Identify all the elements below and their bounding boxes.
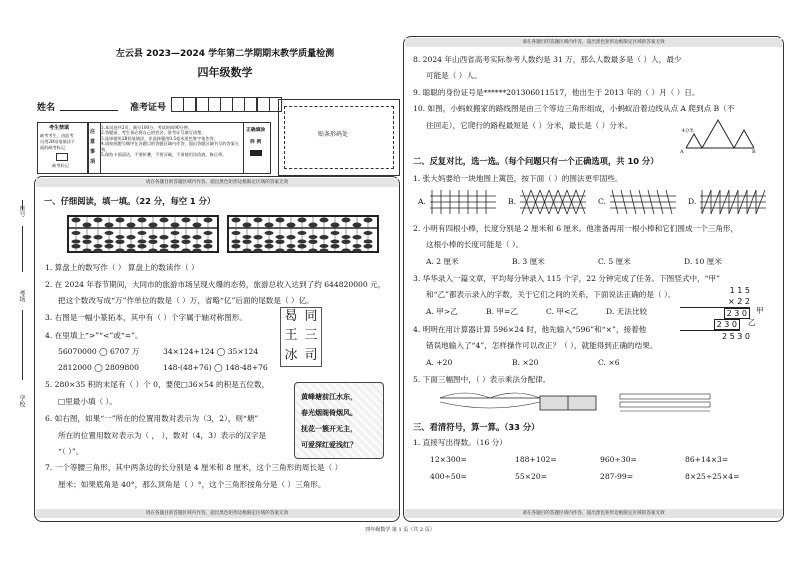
warning-bar: 请在各题目的答题区域内作答，超出黑色矩形边框限定区域的答案无效 <box>405 38 782 47</box>
abacus-bead <box>265 231 274 235</box>
abacus-bead <box>276 240 285 244</box>
abacus-bead <box>309 235 318 239</box>
abacus-bead <box>342 249 351 253</box>
abacus-bead <box>232 218 241 223</box>
warning-bar: 请在各题目的答题区域内作答，超出黑色矩形边框限定区域的答案无效 <box>405 509 782 518</box>
option-b[interactable]: B. 甲=乙 <box>486 307 518 316</box>
option-d[interactable]: D. 10 厘米 <box>684 257 722 266</box>
barcode-label: 贴条形码处 <box>318 131 349 138</box>
abacus-bead <box>243 249 252 253</box>
abacus-bead <box>254 218 263 223</box>
exam-no-digit-box[interactable] <box>196 97 209 112</box>
exam-no-digit-box[interactable] <box>257 97 270 112</box>
option-c[interactable]: C. <box>598 197 606 206</box>
abacus-bead <box>83 249 92 253</box>
q15: 5. 下面三幅图中，（ ）表示乘法分配律。 <box>413 375 551 384</box>
abacus-bead <box>298 245 307 249</box>
margin-line <box>22 310 23 380</box>
abacus-bead <box>320 236 329 240</box>
q14-line2: 错误地输入了“4”，怎样操作可以改正？（ ），就能得到正确的结果。 <box>426 341 658 350</box>
point-b-label: B <box>752 149 756 155</box>
notice-line: 员用2B铅笔填涂下 <box>40 139 76 144</box>
abacus-bead <box>116 249 125 253</box>
abacus-bead <box>254 249 263 253</box>
abacus-bead <box>149 240 158 244</box>
q6-line1: 6. 如右图，如果“一”所在的位置用数对表示为（3，2），则“塘” <box>45 414 259 423</box>
abacus-bead <box>149 235 158 239</box>
abacus-bead <box>127 236 136 240</box>
abacus-illustration <box>68 216 388 256</box>
abacus-bead <box>232 245 241 249</box>
q14-line1: 4. 明明在用计算器计算 596×24 时，他先输入“596”和“×”，接着他 <box>413 325 647 334</box>
abacus-bead <box>342 235 351 239</box>
q6-line3: “（ ）”。 <box>58 447 84 456</box>
abacus-bead <box>127 244 136 248</box>
fence-pattern <box>520 190 586 214</box>
calc-item: 86+14×3= <box>685 455 729 464</box>
exam-title: 左云县 2023—2024 学年第二学期期末教学质量检测 <box>115 49 335 59</box>
q4-item: 148-(48+76) ◯ 148-48+76 <box>163 363 268 372</box>
abacus-bead <box>105 240 114 244</box>
q12-line1: 2. 小明有四根小棒，长度分别是 2 厘米和 6 厘米。他准备再用一根小棒和它们围成一个三角形， <box>413 224 739 233</box>
abacus-bead <box>171 223 180 228</box>
option-d[interactable]: D. 无法比较 <box>606 307 648 316</box>
section-1-title: 一、仔细阅读，填一填。（22 分，每空 1 分） <box>44 196 216 206</box>
fence-pattern <box>700 190 766 214</box>
abacus-bead <box>171 240 180 244</box>
q8-line2: 可能是（ ）人。 <box>426 71 482 80</box>
abacus-bead <box>204 231 213 235</box>
abacus-bead <box>364 218 373 223</box>
option-b[interactable]: B. 3 厘米 <box>512 257 545 266</box>
q7-line1: 7. 一个等腰三角形，其中两条边的长分别是 4 厘米和 8 厘米，这个三角形的周长是（ ） <box>45 463 343 472</box>
abacus-bead <box>243 240 252 244</box>
exam-no-digit-box[interactable] <box>208 97 221 112</box>
fence-pattern <box>430 190 496 214</box>
abacus-bead <box>353 236 362 240</box>
abacus-bead <box>193 236 202 240</box>
abacus-bead <box>182 240 191 244</box>
abacus-bead <box>276 235 285 239</box>
abacus-bead <box>160 218 169 223</box>
abacus-bead <box>105 223 114 228</box>
abacus-bead <box>105 245 114 249</box>
q10-line1: 10. 如图，小蚂蚁搬家的路线图是由三个等边三角形组成，小蚂蚁沿着边线从点 A 爬到点 B（不 <box>413 104 735 113</box>
abacus-bead <box>72 245 81 249</box>
option-a[interactable]: A. 甲>乙 <box>426 307 458 316</box>
q9: 9. 聪聪的身份证号是******201306011517，他出生于 2013 年的（ ）月（ ）日。 <box>413 88 700 97</box>
abacus-bead <box>94 236 103 240</box>
abacus-bead <box>287 223 296 228</box>
q2-line2: 把这个数改写成“万”作单位的数是（ ）万，省略“亿”后面的尾数是（ ）亿。 <box>58 296 314 305</box>
abacus-bead <box>72 218 81 223</box>
calc-item: 188+102= <box>515 455 557 464</box>
exam-no-digit-box[interactable] <box>244 97 257 112</box>
abacus-bead <box>265 240 274 244</box>
abacus-bead <box>72 240 81 244</box>
margin-school-label: 学校 <box>18 395 25 407</box>
q13-line2: 和“乙”都表示录入的字数，关于它们之间的关系，下面说法正确的是（ ）。 <box>426 290 676 299</box>
abacus-bead <box>320 218 329 223</box>
abacus-bead <box>254 244 263 248</box>
exam-no-label: 准考证号 <box>130 103 167 113</box>
abacus-bead <box>83 240 92 244</box>
calc-item: 400÷50= <box>430 472 467 481</box>
absent-mark-label: 缺考标记 <box>52 163 69 168</box>
abacus-bead <box>265 223 274 228</box>
poem-box <box>294 382 384 459</box>
q4-item: 56070000 ◯ 6707 万 <box>58 347 140 356</box>
warning-bar: 请在各题目的答题区域内作答，超出黑色矩形边框限定区域的答案无效 <box>36 178 398 187</box>
abacus-bead <box>309 249 318 253</box>
fence-pattern <box>610 190 676 214</box>
option-a[interactable]: A. 2 厘米 <box>426 257 459 266</box>
abacus-bead <box>353 249 362 253</box>
abacus-bead <box>105 231 114 235</box>
notice-title: 考生禁填 <box>49 125 70 131</box>
abacus-bead <box>287 249 296 253</box>
abacus-bead <box>138 245 147 249</box>
abacus-bead <box>116 235 125 239</box>
abacus-bead <box>193 244 202 248</box>
option-a[interactable]: A. <box>418 197 426 206</box>
abacus-bead <box>364 231 373 235</box>
q11: 1. 张大妈要给一块地围上篱笆，按下面（ ）的围法更牢固些。 <box>413 174 623 183</box>
abacus-bead <box>193 249 202 253</box>
calc-item: 8×25÷25×4= <box>685 472 740 481</box>
calc-item: 960÷30= <box>600 455 637 464</box>
abacus-bead <box>364 245 373 249</box>
abacus-bead <box>138 231 147 235</box>
option-b[interactable]: B. <box>508 197 516 206</box>
abacus-bead <box>276 249 285 253</box>
point-a-label: A <box>680 149 684 155</box>
q4: 4. 在里填上“>”“<”或“=”。 <box>45 331 143 340</box>
abacus-bead <box>265 245 274 249</box>
poem-line: 春光烟阁倚烟风。 <box>301 408 357 417</box>
q4-item: 34×124+124 ◯ 35×124 <box>163 347 259 356</box>
section-3-title: 三、看清符号，算一算。（33 分） <box>413 422 540 432</box>
abacus-bead <box>309 223 318 228</box>
margin-seat-label: 座号 <box>18 205 25 217</box>
fill-sample-mark <box>250 150 262 156</box>
poem-line: 抚花一簇开无主， <box>301 424 357 433</box>
abacus-bead <box>160 249 169 253</box>
abacus-bead <box>320 249 329 253</box>
seal-char: 王 <box>284 328 298 344</box>
abacus-bead <box>342 218 351 223</box>
abacus-bead <box>94 218 103 223</box>
abacus-bead <box>309 240 318 244</box>
abacus-bead <box>232 240 241 244</box>
notice-line: 缺考考生，由监考 <box>40 133 74 138</box>
abacus-bead <box>353 244 362 248</box>
q13-line1: 3. 华华录入一篇文章，平均每分钟录入 115 个字，22 分钟完成了任务。下图竖式中，“甲” <box>413 274 721 283</box>
abacus-bead <box>298 218 307 223</box>
exam-no-digit-box[interactable] <box>171 97 184 112</box>
option-c[interactable]: C. ×6 <box>598 358 620 367</box>
seal-char: 冰 <box>284 347 298 363</box>
option-c[interactable]: C. 5 厘米 <box>598 257 631 266</box>
length-label: 4分米 <box>682 129 694 134</box>
margin-line <box>22 226 23 272</box>
abacus-bead <box>331 240 340 244</box>
poem-line: 可爱深红爱浅红？ <box>301 440 357 449</box>
q4-item: 2812000 ◯ 2809800 <box>58 363 139 372</box>
exam-no-digit-box[interactable] <box>232 97 245 112</box>
abacus-bead <box>320 244 329 248</box>
exam-no-boxes[interactable] <box>172 97 282 111</box>
abacus-bead <box>204 240 213 244</box>
abacus-bead <box>276 218 285 223</box>
absent-mark-box[interactable] <box>56 153 68 161</box>
ant-path-triangles <box>682 116 762 156</box>
name-label: 姓名 <box>37 103 56 113</box>
abacus-bead <box>204 245 213 249</box>
q12-line2: 这根小棒的长度可能是（ ）。 <box>426 240 524 249</box>
abacus-bead <box>160 236 169 240</box>
abacus-bead <box>94 244 103 248</box>
vertical-multiplication: 1 1 5 × 2 2 2 3 0 2 3 0 2 5 3 0 <box>680 285 750 342</box>
abacus-bead <box>193 223 202 228</box>
page-footer: 四年级数学 第 1 页（共 2 页） <box>365 527 435 533</box>
abacus-bead <box>182 235 191 239</box>
q6-line2: 所在的位置用数对表示为（ ， ），数对（4，3）表示的汉字是 <box>58 431 267 440</box>
abacus-bead <box>127 223 136 228</box>
calc-item: 287-99= <box>600 472 634 481</box>
jia-label: 甲 <box>756 306 764 315</box>
abacus-bead <box>127 249 136 253</box>
abacus-bead <box>364 240 373 244</box>
abacus-bead <box>171 231 180 235</box>
q1: 1. 算盘上的数写作（ ） 算盘上的数读作（ ） <box>45 263 199 272</box>
abacus-bead <box>232 231 241 235</box>
option-a[interactable]: A. +20 <box>426 358 453 367</box>
name-input[interactable] <box>60 110 118 111</box>
calc-item: 55×20= <box>515 472 548 481</box>
seal-char: 同 <box>304 309 318 324</box>
abacus-bead <box>160 244 169 248</box>
abacus-bead <box>331 223 340 228</box>
option-d[interactable]: D. <box>688 197 697 206</box>
option-b[interactable]: B. ×20 <box>512 358 539 367</box>
abacus-bead <box>254 236 263 240</box>
abacus-bead <box>342 240 351 244</box>
abacus-bead <box>116 218 125 223</box>
abacus-bead <box>149 223 158 228</box>
exam-no-digit-box[interactable] <box>183 97 196 112</box>
abacus-bead <box>331 231 340 235</box>
notice-line: 面的缺考标记 <box>40 145 66 150</box>
warning-bar: 请在各题目的答题区域内作答，超出黑色矩形边框限定区域的答案无效 <box>36 509 398 518</box>
seal-char: 曷 <box>284 309 298 324</box>
abacus-bead <box>138 240 147 244</box>
sample-label: 样 例 <box>250 139 262 145</box>
section-2-title: 二、反复对比，选一选。（每个问题只有一个正确选项，共 10 分） <box>413 156 659 166</box>
abacus-bead <box>182 218 191 223</box>
option-c[interactable]: C. 甲<乙 <box>546 307 578 316</box>
abacus-bead <box>298 231 307 235</box>
abacus-bead <box>171 245 180 249</box>
calc-item: 12×300= <box>430 455 467 464</box>
margin-exam-room-label: 考场 <box>18 290 25 302</box>
abacus-bead <box>72 231 81 235</box>
q2-line1: 2. 在 2024 年春节期间，大同市的旅游市场呈现火爆的态势，旅游总收入达到了约 644820000 元， <box>45 280 386 289</box>
abacus-bead <box>149 249 158 253</box>
attention-label: 注 意 事 项 <box>90 129 96 165</box>
exam-subject: 四年级数学 <box>197 66 253 79</box>
abacus-bead <box>298 240 307 244</box>
exam-no-digit-box[interactable] <box>220 97 233 112</box>
rules-list: 1.本试卷共2页，满分100分，考试时间90分钟。 2.答题前，考生务必将自己的姓名、准考证号填写清楚。 3.选择题用2B铅笔填涂，非选择题用0.5毫米黑色签字笔作答。 4.请按照题号顺序在各题目的答题区域内作答，超出答题区域书写的答案无效。 5.保持卡面清洁，不要折叠，不要弄破，不准使用涂改液、修正带。 <box>101 125 239 158</box>
q3: 3. 右图是一幅小篆拓本，其中有（ ）个字属于轴对称图形。 <box>45 313 247 322</box>
abacus-bead <box>243 235 252 239</box>
margin-line <box>22 200 23 210</box>
fill-example-label: 正确填涂 <box>246 127 266 133</box>
abacus-bead <box>182 249 191 253</box>
yi-label: 乙 <box>748 318 756 327</box>
q5-line1: 5. 280×35 积的末尾有（ ）个 0，要使□36×54 的积是五位数， <box>45 380 270 389</box>
seal-char: 司 <box>304 347 318 363</box>
q10-line2: 往回走），它爬行的路程最短是（ ）分米，最长是（ ）分米。 <box>426 121 633 130</box>
q16: 1. 直接写出得数。（16 分） <box>413 438 507 447</box>
q8-line1: 8. 2024 年山西省高考实际参考人数约是 31 万，那么人数最多是（ ）人，最少 <box>413 55 682 64</box>
abacus-bead <box>94 249 103 253</box>
abacus-bead <box>83 235 92 239</box>
q5-line2: □里最小填（ ）。 <box>58 397 117 406</box>
abacus-bead <box>83 223 92 228</box>
abacus-bead <box>353 223 362 228</box>
abacus-bead <box>116 240 125 244</box>
seal-char: 三 <box>304 328 318 344</box>
abacus-bead <box>287 236 296 240</box>
abacus-bead <box>138 218 147 223</box>
distributive-law-figures <box>430 390 770 416</box>
abacus-bead <box>243 223 252 228</box>
seal-rubbing-image <box>280 307 322 367</box>
abacus-bead <box>204 218 213 223</box>
abacus-bead <box>331 245 340 249</box>
q7-line2: 厘米；如果底角是 40°，那么顶角是（ ）°，这个三角形按角分是（ ）三角形。 <box>58 480 326 489</box>
abacus-bead <box>287 244 296 248</box>
poem-line: 黄峰塘前江水东， <box>301 392 357 401</box>
